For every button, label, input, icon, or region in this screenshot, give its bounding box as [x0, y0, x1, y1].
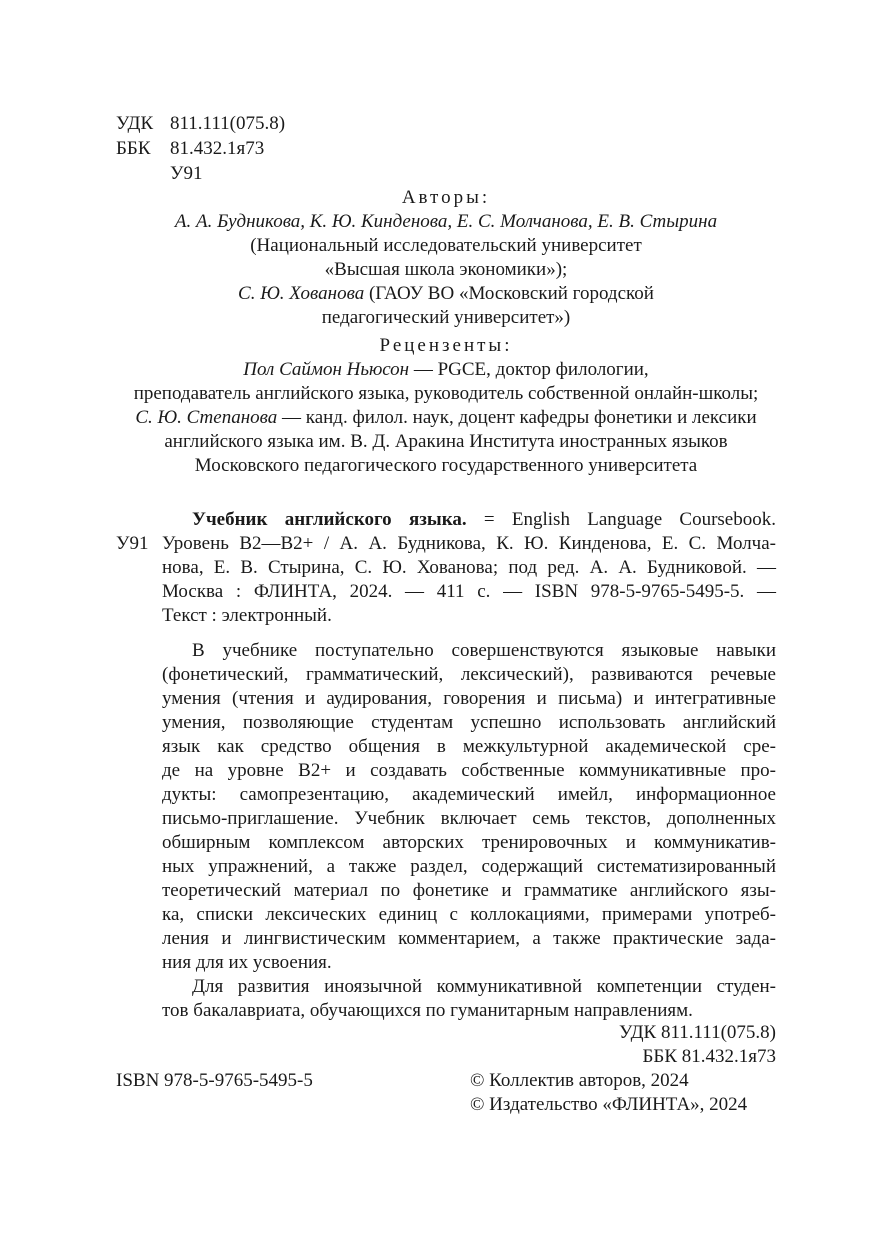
udk-row	[116, 112, 285, 137]
reviewer-1-desc-2: преподаватель английского языка, руководитель собственной онлайн-школы;	[133, 383, 759, 404]
footer-isbn: ISBN 978-5-9765-5495-5	[116, 1070, 313, 1091]
biblio-line-5-text: Текст : электронный.	[162, 605, 332, 626]
footer-udk: УДК 811.111(075.8)	[619, 1022, 776, 1043]
reviewer-1-line	[116, 358, 776, 382]
reviewer-2-name: С. Ю. Степанова	[135, 407, 278, 428]
audience-line-2: тов бакалавриата, обучающихся по гуманитарным направлениям.	[162, 1000, 693, 1021]
authors-affiliation-2: «Высшая школа экономики»);	[324, 259, 568, 280]
reviewer-2-desc-1: — канд. филол. наук, доцент кафедры фонетики и лексики	[277, 407, 757, 428]
annotation	[162, 639, 776, 1023]
second-author-line	[116, 282, 776, 306]
second-author-affiliation-2: педагогический университет»)	[321, 307, 571, 328]
annotation-line: (фонетический, грамматический, лексический), развиваются речевые	[162, 664, 776, 685]
biblio-line-4-text: Москва : ФЛИНТА, 2024. — 411 с. — ISBN 978-5-9765-5495-5. —	[162, 581, 776, 602]
annotation-line: ка, списки лексических единиц с коллокациями, примерами употреб-	[162, 904, 776, 925]
annotation-line: обширным комплексом авторских тренировочных и коммуникатив-	[162, 832, 776, 853]
biblio-line-4	[116, 580, 776, 604]
audience-line-1: Для развития иноязычной коммуникативной компетенции студен-	[192, 976, 776, 997]
footer-bbk: ББК 81.432.1я73	[642, 1046, 776, 1067]
classification-block	[116, 112, 285, 187]
annotation-line: теоретический материал по фонетике и грамматике английского язы-	[162, 880, 776, 901]
biblio-line-2-text: Уровень B2—B2+ / А. А. Будникова, К. Ю. Кинденова, Е. С. Молча-	[162, 533, 776, 554]
biblio-line-3	[116, 556, 776, 580]
reviewer-2-desc-3: Московского педагогического государственного университета	[194, 455, 698, 476]
credits-block	[116, 186, 776, 478]
biblio-line-5	[116, 604, 776, 628]
copyright-authors: © Коллектив авторов, 2024	[470, 1070, 689, 1091]
bbk-row	[116, 137, 285, 162]
biblio-sign: У91	[116, 533, 149, 554]
second-author-affiliation-1: (ГАОУ ВО «Московский городской	[364, 283, 654, 304]
annotation-line: дукты: самопрезентацию, академический имейл, информационное	[162, 784, 776, 805]
annotation-line: умения, позволяющие студентам успешно использовать английский	[162, 712, 776, 733]
reviewer-2-desc-2: английского языка им. В. Д. Аракина Института иностранных языков	[164, 431, 728, 452]
annotation-line: ления и лингвистическим комментарием, а также практические зада-	[162, 928, 776, 949]
biblio-line-1	[116, 508, 776, 532]
reviewer-1-desc-1: — PGCE, доктор филологии,	[409, 359, 649, 380]
annotation-line: В учебнике поступательно совершенствуются языковые навыки	[192, 640, 776, 661]
bibliographic-record	[116, 508, 776, 628]
annotation-line: ния для их усвоения.	[162, 952, 332, 973]
imprint-footer	[116, 1021, 776, 1117]
author-sign-row	[116, 162, 285, 187]
annotation-line: язык как средство общения в межкультурной академической сре-	[162, 736, 776, 757]
udk-value: 811.111(075.8)	[170, 113, 286, 134]
second-author-name: С. Ю. Хованова	[238, 283, 365, 304]
biblio-line-1-rest: = English Language Coursebook.	[466, 509, 776, 530]
reviewer-1-name: Пол Саймон Ньюсон	[243, 359, 410, 380]
biblio-line-2	[116, 532, 776, 556]
reviewers-heading: Рецензенты:	[379, 335, 513, 356]
biblio-line-3-text: нова, Е. В. Стырина, С. Ю. Хованова; под ред. А. А. Будниковой. —	[162, 557, 776, 578]
annotation-line: письмо-приглашение. Учебник включает семь текстов, дополненных	[162, 808, 776, 829]
bbk-label: ББК	[116, 138, 151, 159]
annotation-line: де на уровне B2+ и создавать собственные коммуникативные про-	[162, 760, 776, 781]
authors-heading: Авторы:	[401, 187, 491, 208]
authors-names: А. А. Будникова, К. Ю. Кинденова, Е. С. Молчанова, Е. В. Стырина	[174, 211, 718, 232]
book-title: Учебник английского языка.	[192, 509, 467, 530]
author-sign: У91	[170, 163, 203, 184]
annotation-line: умения (чтения и аудирования, говорения и письма) и интегративные	[162, 688, 776, 709]
bbk-value: 81.432.1я73	[170, 138, 265, 159]
authors-affiliation-1: (Национальный исследовательский университет	[250, 235, 642, 256]
reviewer-2-line	[116, 406, 776, 430]
udk-label: УДК	[116, 113, 154, 134]
annotation-line: ных упражнений, а также раздел, содержащий систематизированный	[162, 856, 776, 877]
copyright-publisher: © Издательство «ФЛИНТА», 2024	[470, 1094, 748, 1115]
